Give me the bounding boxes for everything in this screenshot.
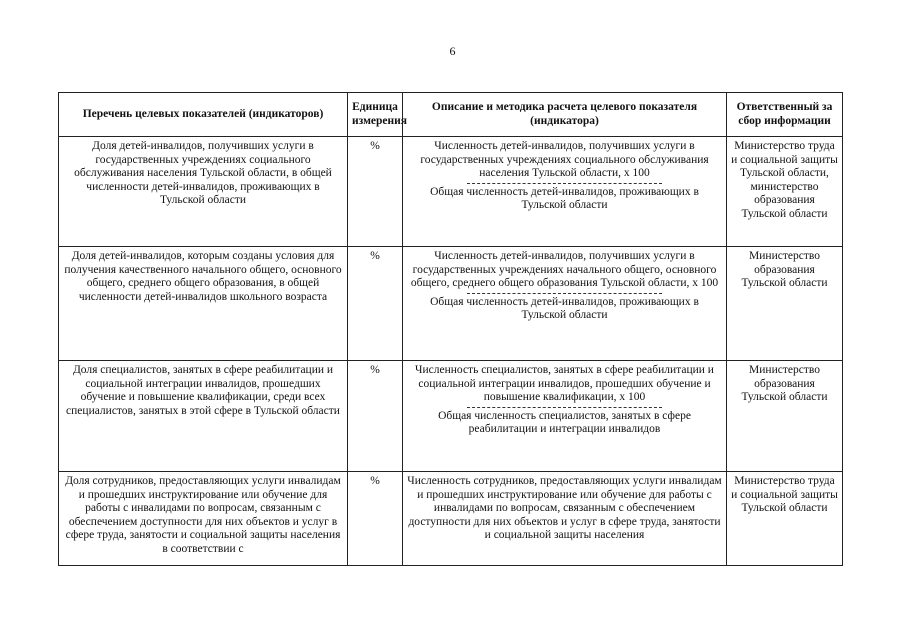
unit-cell: % bbox=[348, 137, 403, 247]
numerator-text: Численность сотрудников, предоставляющих услуги инвалидам и прошедших инструктирование или обучение для работы с инвалидами по вопросам, связанным с обеспечением доступности для них объектов и услуг в сфере труда, занятости и социальной защиты населения bbox=[407, 475, 722, 541]
page-number: 6 bbox=[449, 44, 456, 58]
header-unit: Единица измерения bbox=[348, 93, 403, 137]
table-header-row bbox=[59, 93, 843, 137]
indicator-cell: Доля детей-инвалидов, получивших услуги в государственных учреждениях социального обслуживания населения Тульской области, в общей численности детей-инвалидов, проживающих в Тульской области bbox=[59, 137, 348, 247]
fraction-divider bbox=[467, 293, 662, 294]
table-row bbox=[59, 361, 843, 472]
table-row bbox=[59, 247, 843, 361]
unit-cell: % bbox=[348, 472, 403, 566]
description-cell bbox=[403, 137, 727, 247]
indicator-cell: Доля детей-инвалидов, которым созданы условия для получения качественного начального общего, основного общего, среднего общего образования, в общей численности детей-инвалидов школьного возраста bbox=[59, 247, 348, 361]
numerator-text: Численность специалистов, занятых в сфере реабилитации и социальной интеграции инвалидов, прошедших обучение и повышение квалификации, х 100 bbox=[415, 364, 714, 403]
indicator-cell: Доля сотрудников, предоставляющих услуги инвалидам и прошедших инструктирование или обучение для работы с инвалидами по вопросам, связанным с обеспечением доступности для них объектов и услуг в сфере труда, занятости и социальной защиты населения в соответствии с bbox=[59, 472, 348, 566]
denominator-text: Общая численность специалистов, занятых в сфере реабилитации и интеграции инвалидов bbox=[438, 409, 691, 435]
denominator-text: Общая численность детей-инвалидов, проживающих в Тульской области bbox=[430, 295, 699, 321]
fraction-divider bbox=[467, 407, 662, 408]
denominator-text: Общая численность детей-инвалидов, проживающих в Тульской области bbox=[430, 185, 699, 211]
responsible-cell: Министерство образования Тульской области bbox=[727, 361, 843, 472]
header-indicators: Перечень целевых показателей (индикаторов) bbox=[59, 93, 348, 137]
header-description: Описание и методика расчета целевого показателя (индикатора) bbox=[403, 93, 727, 137]
table-row bbox=[59, 137, 843, 247]
table-row bbox=[59, 472, 843, 566]
unit-cell: % bbox=[348, 361, 403, 472]
responsible-cell: Министерство труда и социальной защиты Тульской области bbox=[727, 472, 843, 566]
numerator-text: Численность детей-инвалидов, получивших услуги в государственных учреждениях начального общего, основного общего, среднего общего образования Тульской области, х 100 bbox=[410, 250, 719, 289]
unit-cell: % bbox=[348, 247, 403, 361]
responsible-cell: Министерство образования Тульской области bbox=[727, 247, 843, 361]
responsible-cell: Министерство труда и социальной защиты Тульской области, министерство образования Тульской области bbox=[727, 137, 843, 247]
numerator-text: Численность детей-инвалидов, получивших услуги в государственных учреждениях социального обслуживания населения Тульской области, х 100 bbox=[420, 140, 709, 179]
description-cell bbox=[403, 361, 727, 472]
indicator-cell: Доля специалистов, занятых в сфере реабилитации и социальной интеграции инвалидов, прошедших обучение и повышение квалификации, среди всех специалистов, занятых в этой сфере в Тульской области bbox=[59, 361, 348, 472]
indicators-table bbox=[58, 92, 843, 566]
description-cell bbox=[403, 247, 727, 361]
fraction-divider bbox=[467, 183, 662, 184]
description-cell bbox=[403, 472, 727, 566]
header-responsible: Ответственный за сбор информации bbox=[727, 93, 843, 137]
